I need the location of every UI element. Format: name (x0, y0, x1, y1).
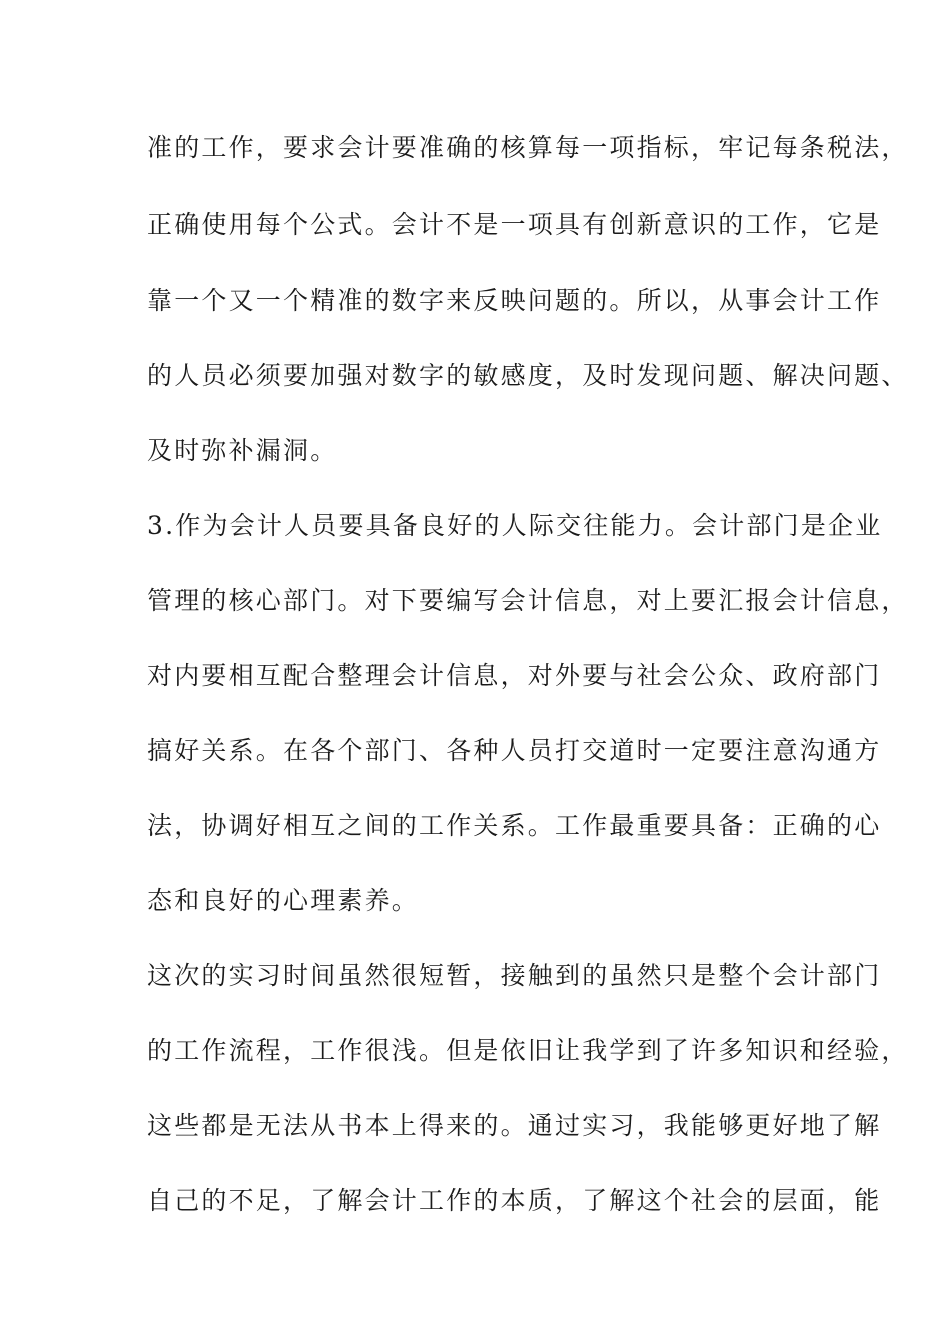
text-line: 管理的核心部门。对下要编写会计信息，对上要汇报会计信息， (147, 586, 909, 615)
text-line: 对内要相互配合整理会计信息，对外要与社会公众、政府部门 (147, 661, 882, 690)
text-line: 准的工作，要求会计要准确的核算每一项指标，牢记每条税法， (147, 133, 909, 162)
text-line: 的人员必须要加强对数字的敏感度，及时发现问题、解决问题、 (147, 361, 909, 390)
text-line: 及时弥补漏洞。 (147, 436, 338, 465)
text-line: 靠一个又一个精准的数字来反映问题的。所以，从事会计工作 (147, 286, 882, 315)
text-line: 这些都是无法从书本上得来的。通过实习，我能够更好地了解 (147, 1111, 882, 1140)
text-line: 3.作为会计人员要具备良好的人际交往能力。会计部门是企业 (147, 511, 883, 540)
text-line: 法，协调好相互之间的工作关系。工作最重要具备：正确的心 (147, 811, 882, 840)
text-line: 搞好关系。在各个部门、各种人员打交道时一定要注意沟通方 (147, 736, 882, 765)
text-line: 自己的不足，了解会计工作的本质，了解这个社会的层面，能 (147, 1186, 882, 1215)
text-line: 的工作流程，工作很浅。但是依旧让我学到了许多知识和经验， (147, 1036, 909, 1065)
text-line: 这次的实习时间虽然很短暂，接触到的虽然只是整个会计部门 (147, 961, 882, 990)
text-line: 态和良好的心理素养。 (147, 886, 420, 915)
text-line: 正确使用每个公式。会计不是一项具有创新意识的工作，它是 (147, 210, 882, 239)
